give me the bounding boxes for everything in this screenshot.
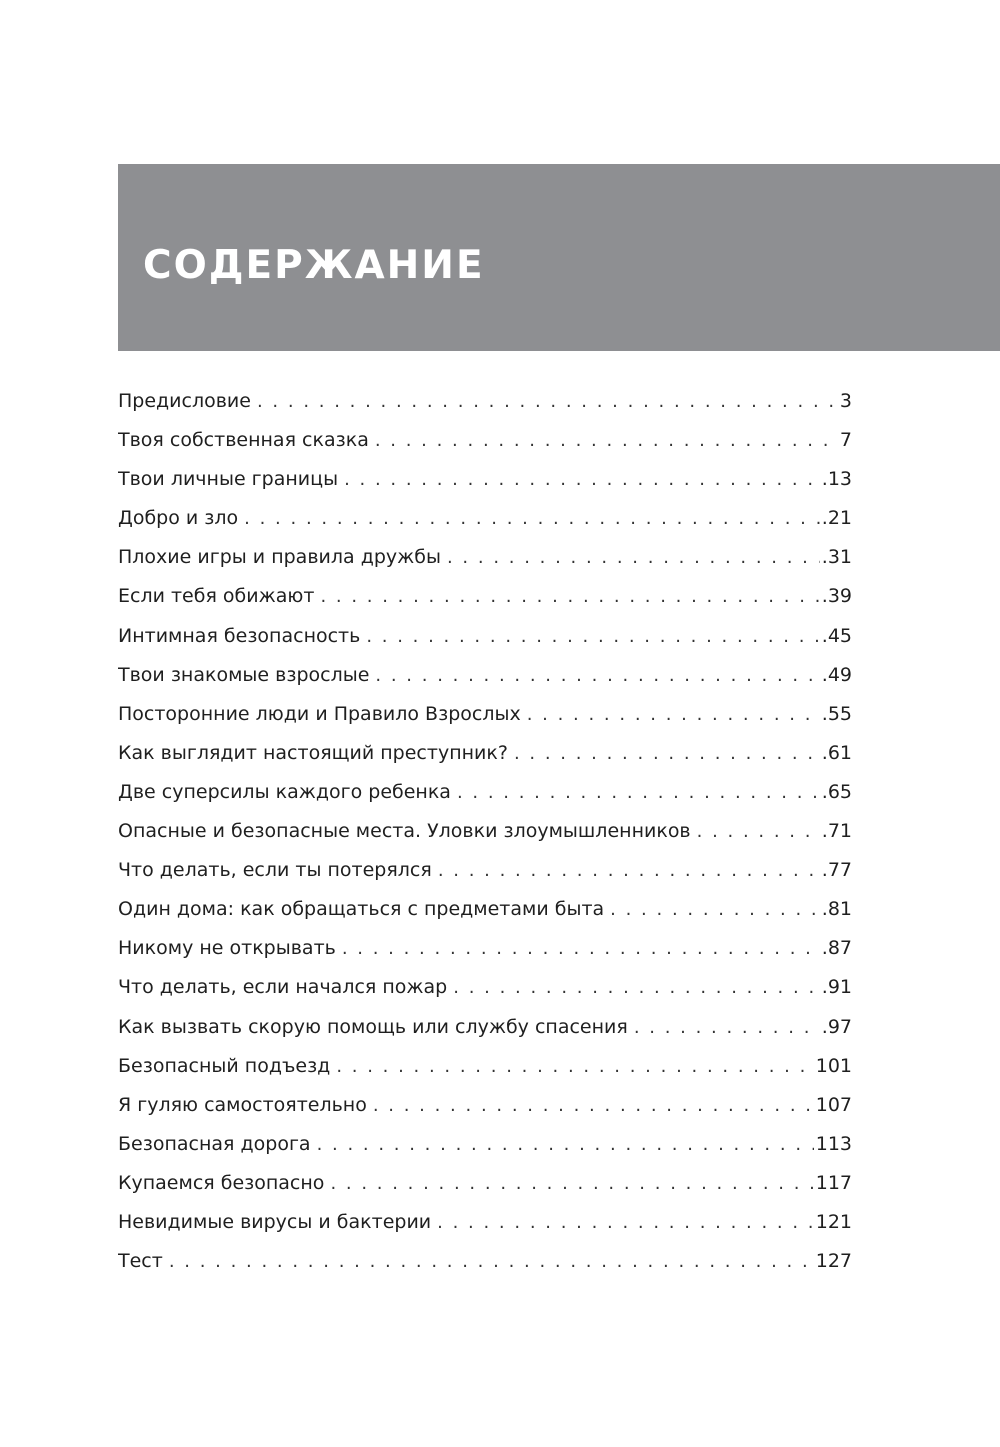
toc-entry-title: Купаемся безопасно xyxy=(118,1167,330,1199)
toc-entry[interactable] xyxy=(118,776,852,815)
toc-entry-title: Если тебя обижают xyxy=(118,580,320,612)
toc-entry-title: Добро и зло xyxy=(118,502,244,534)
toc-entry-title: Твои личные границы xyxy=(118,463,344,495)
toc-entry-page: .97 xyxy=(820,1011,852,1043)
toc-entry-page: .39 xyxy=(820,580,852,612)
toc-entry[interactable] xyxy=(118,1245,852,1284)
toc-entry-title: Опасные и безопасные места. Уловки злоумышленников xyxy=(118,815,697,847)
toc-entry[interactable] xyxy=(118,1011,852,1050)
toc-entry[interactable] xyxy=(118,932,852,971)
toc-entry-page: 7 xyxy=(838,424,852,456)
dot-leader xyxy=(342,933,820,965)
dot-leader xyxy=(457,777,820,809)
toc-entry-title: Две суперсилы каждого ребенка xyxy=(118,776,457,808)
toc-entry-title: Один дома: как обращаться с предметами быта xyxy=(118,893,610,925)
dot-leader xyxy=(375,660,819,692)
dot-leader xyxy=(257,386,838,418)
toc-entry[interactable] xyxy=(118,815,852,854)
toc-entry-title: Твоя собственная сказка xyxy=(118,424,375,456)
dot-leader xyxy=(437,1207,814,1239)
dot-leader xyxy=(375,425,838,457)
toc-entry[interactable] xyxy=(118,659,852,698)
header-band xyxy=(118,164,1000,351)
toc-entry-page: 107 xyxy=(814,1089,852,1121)
toc-entry-title: Посторонние люди и Правило Взрослых xyxy=(118,698,527,730)
dot-leader xyxy=(373,1090,814,1122)
toc-entry-page: .13 xyxy=(820,463,852,495)
toc-entry-title: Интимная безопасность xyxy=(118,620,366,652)
toc-entry-page: 101 xyxy=(814,1050,852,1082)
toc-entry[interactable] xyxy=(118,893,852,932)
dot-leader xyxy=(527,699,820,731)
toc-entry[interactable] xyxy=(118,1128,852,1167)
toc-entry-page: .21 xyxy=(820,502,852,534)
toc-entry-page: 3 xyxy=(838,385,852,417)
dot-leader xyxy=(330,1168,813,1200)
toc-entry[interactable] xyxy=(118,971,852,1010)
table-of-contents xyxy=(118,385,852,1284)
toc-entry[interactable] xyxy=(118,463,852,502)
toc-entry-page: .87 xyxy=(820,932,852,964)
dot-leader xyxy=(344,464,820,496)
toc-entry-page: .77 xyxy=(820,854,852,886)
toc-entry[interactable] xyxy=(118,737,852,776)
dot-leader xyxy=(244,503,820,535)
dot-leader xyxy=(634,1012,820,1044)
toc-entry[interactable] xyxy=(118,854,852,893)
toc-entry-title: Безопасная дорога xyxy=(118,1128,317,1160)
toc-entry[interactable] xyxy=(118,698,852,737)
toc-entry-title: Я гуляю самостоятельно xyxy=(118,1089,373,1121)
toc-entry-title: Предисловие xyxy=(118,385,257,417)
toc-entry-page: .55 xyxy=(820,698,852,730)
toc-entry-page: 117 xyxy=(814,1167,852,1199)
dot-leader xyxy=(610,894,820,926)
toc-entry-title: Как вызвать скорую помощь или службу спасения xyxy=(118,1011,634,1043)
toc-entry-title: Невидимые вирусы и бактерии xyxy=(118,1206,437,1238)
toc-entry-title: Никому не открывать xyxy=(118,932,342,964)
toc-entry-page: .45 xyxy=(820,620,852,652)
toc-entry-page: .65 xyxy=(820,776,852,808)
toc-entry[interactable] xyxy=(118,385,852,424)
toc-entry-page: 113 xyxy=(814,1128,852,1160)
toc-entry-page: .71 xyxy=(820,815,852,847)
dot-leader xyxy=(453,972,820,1004)
toc-entry-title: Безопасный подъезд xyxy=(118,1050,336,1082)
toc-entry[interactable] xyxy=(118,580,852,619)
toc-entry[interactable] xyxy=(118,1089,852,1128)
dot-leader xyxy=(169,1246,814,1278)
toc-entry-page: .31 xyxy=(820,541,852,573)
toc-entry[interactable] xyxy=(118,1206,852,1245)
toc-entry-title: Как выглядит настоящий преступник? xyxy=(118,737,514,769)
page-title: СОДЕРЖАНИЕ xyxy=(143,243,485,288)
toc-entry-page: .61 xyxy=(820,737,852,769)
dot-leader xyxy=(447,542,820,574)
dot-leader xyxy=(336,1051,813,1083)
dot-leader xyxy=(317,1129,814,1161)
toc-entry[interactable] xyxy=(118,1167,852,1206)
dot-leader xyxy=(514,738,820,770)
toc-entry-page: .91 xyxy=(820,971,852,1003)
dot-leader xyxy=(438,855,820,887)
toc-entry-page: .81 xyxy=(820,893,852,925)
dot-leader xyxy=(366,621,819,653)
toc-entry-title: Что делать, если начался пожар xyxy=(118,971,453,1003)
dot-leader xyxy=(320,581,819,613)
toc-entry-title: Что делать, если ты потерялся xyxy=(118,854,438,886)
toc-entry-page: 127 xyxy=(814,1245,852,1277)
toc-entry-title: Плохие игры и правила дружбы xyxy=(118,541,447,573)
dot-leader xyxy=(697,816,820,848)
toc-entry[interactable] xyxy=(118,1050,852,1089)
toc-entry[interactable] xyxy=(118,541,852,580)
toc-entry-page: 121 xyxy=(814,1206,852,1238)
toc-entry-title: Тест xyxy=(118,1245,169,1277)
toc-entry[interactable] xyxy=(118,424,852,463)
toc-entry-title: Твои знакомые взрослые xyxy=(118,659,375,691)
toc-entry[interactable] xyxy=(118,620,852,659)
toc-entry[interactable] xyxy=(118,502,852,541)
toc-entry-page: .49 xyxy=(820,659,852,691)
